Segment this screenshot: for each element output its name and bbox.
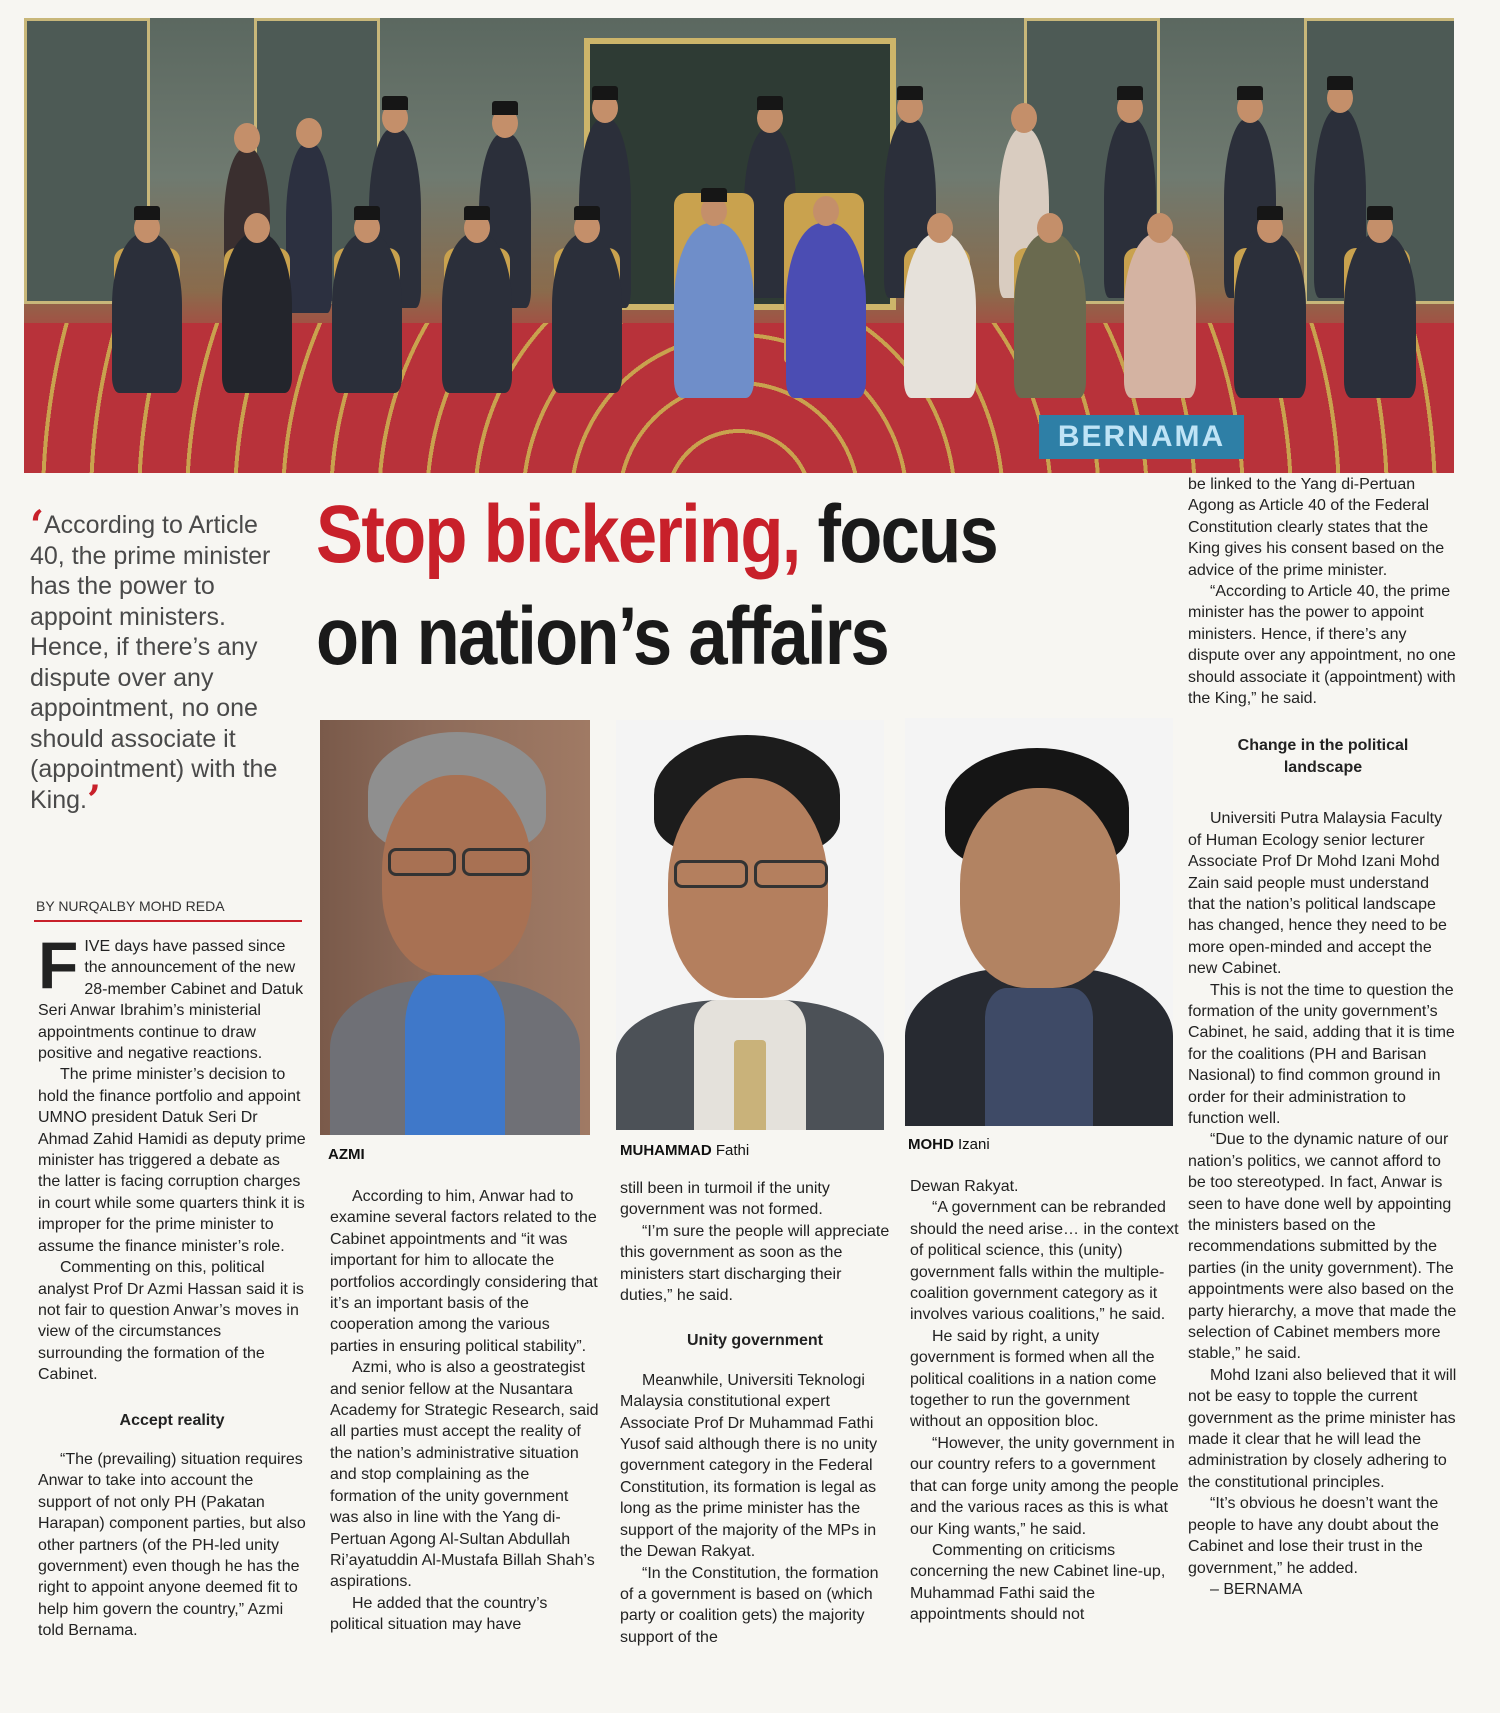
subhead-political-landscape: Change in the political landscape: [1237, 737, 1409, 776]
caption-fathi-surname: MUHAMMAD: [620, 1142, 712, 1159]
headline-red: Stop bickering,: [316, 489, 800, 580]
open-quote-icon: ‘: [30, 502, 44, 549]
paragraph: Mohd Izani also believed that it will not be easy to topple the current government as the prime minister has made it clear that he will lead the administration by closely adhering to the constitutional principles.: [1188, 1366, 1457, 1491]
paragraph: “According to Article 40, the prime minister has the power to appoint ministers. Hence, if there’s any dispute over any appointment, no one should associate it (appointment) with the King,” he said.: [1188, 583, 1456, 708]
headline: [316, 484, 1056, 688]
paragraph: “In the Constitution, the formation of a government is based on (which party or coalition gets) the majority support of the: [620, 1564, 879, 1646]
paragraph: Commenting on this, political analyst Prof Dr Azmi Hassan said it is not fair to question Anwar’s moves in view of the circumstances surrounding the formation of the Cabinet.: [38, 1259, 304, 1384]
paragraph: According to him, Anwar had to examine several factors related to the Cabinet appointments and “it was important for him to allocate the portfolios accordingly considering that it’s an important basis of the cooperation among the various parties in ensuring political stability”.: [330, 1188, 598, 1355]
pull-quote: [30, 502, 292, 824]
byline-divider: [34, 920, 302, 922]
article-column-3: [620, 1178, 890, 1648]
bernama-watermark: BERNAMA: [1039, 415, 1244, 459]
paragraph: Azmi, who is also a geostrategist and senior fellow at the Nusantara Academy for Strategic Research, said all parties must accept the reality of the nation’s administrative situation and stop complaining as the formation of the unity government was also in line with the Yang di-Pertuan Agong Al-Sultan Abdullah Ri’ayatuddin Al-Mustafa Billah Shah’s aspirations.: [330, 1359, 599, 1591]
caption-izani-surname: MOHD: [908, 1136, 954, 1153]
portrait-muhammad-fathi: [616, 720, 884, 1130]
portrait-azmi: [320, 720, 590, 1135]
close-quote-icon: ’: [86, 776, 101, 824]
subhead-unity-government: Unity government: [686, 1332, 823, 1350]
signoff: – BERNAMA: [1210, 1580, 1303, 1598]
byline: BY NURQALBY MOHD REDA: [36, 898, 225, 914]
paragraph: “A government can be rebranded should the need arise… in the context of political science, this (unity) government falls within the multiple-coalition government category as it involves various coalitions,” he said.: [910, 1199, 1179, 1324]
caption-mohd-izani: [908, 1136, 990, 1153]
caption-muhammad-fathi: [620, 1142, 749, 1159]
paragraph: Universiti Putra Malaysia Faculty of Human Ecology senior lecturer Associate Prof Dr Mohd Izani Mohd Zain said people must understand that the nation’s political landscape has changed, hence they need to be more open-minded and accept the new Cabinet.: [1188, 810, 1447, 978]
paragraph: This is not the time to question the formation of the unity government’s Cabinet, he said, adding that it is time for the coalitions (PH and Barisan Nasional) to find common ground in order for their administration to function well.: [1188, 981, 1455, 1127]
paragraph: Meanwhile, Universiti Teknologi Malaysia constitutional expert Associate Prof Dr Muhammad Fathi Yusof said although there is no unity government category in the Federal Constitution, its formation is legal as long as the prime minister has the support of the majority of the MPs in the Dewan Rakyat.: [620, 1371, 878, 1561]
cabinet-group-photo: [24, 18, 1454, 473]
paragraph-lead: FIVE days have passed since the announcement of the new 28-member Cabinet and Datuk Seri Anwar Ibrahim’s ministerial appointments continue to draw positive and negative reactions.: [38, 928, 304, 1063]
caption-izani-given: Izani: [958, 1136, 990, 1153]
paragraph: “I’m sure the people will appreciate this government as soon as the ministers start discharging their duties,” he said.: [620, 1222, 890, 1305]
subhead-accept-reality: Accept reality: [119, 1411, 225, 1429]
paragraph: still been in turmoil if the unity government was not formed.: [620, 1180, 830, 1219]
caption-fathi-given: Fathi: [715, 1142, 750, 1159]
drop-cap: F: [38, 928, 79, 1002]
paragraph: “The (prevailing) situation requires Anwar to take into account the support of not only PH (Pakatan Harapan) component parties, but also other partners (of the PH-led unity government) even though he has the right to appoint anyone deemed fit to help him govern the country,” Azmi told Bernama.: [38, 1450, 306, 1640]
article-column-4: [910, 1176, 1182, 1626]
paragraph: Commenting on criticisms concerning the new Cabinet line-up, Muhammad Fathi said the appointments should not: [910, 1541, 1166, 1624]
paragraph: He added that the country’s political situation may have: [330, 1594, 548, 1634]
caption-azmi-surname: AZMI: [328, 1146, 365, 1163]
paragraph: He said by right, a unity government is formed when all the political coalitions in a nation come together to run the government without an opposition bloc.: [910, 1327, 1157, 1431]
caption-azmi: [328, 1146, 365, 1163]
article-column-1: [38, 928, 306, 1642]
headline-dark-1: focus: [817, 489, 997, 580]
paragraph: be linked to the Yang di-Pertuan Agong as Article 40 of the Federal Constitution clearly states that the King gives his consent based on the advice of the prime minister.: [1188, 476, 1445, 579]
paragraph: Dewan Rakyat.: [910, 1178, 1019, 1195]
pull-quote-text: According to Article 40, the prime minister has the power to appoint ministers. Hence, if there’s any dispute over any appointment, no one should associate it (appointment) with the King.: [30, 511, 278, 814]
paragraph: “Due to the dynamic nature of our nation’s politics, we cannot afford to be too stereotyped. In fact, Anwar is seen to have done well by appointing the ministers based on the recommendations submitted by the parties (in the unity government). The appointments were also based on the party hierarchy, a move that made the selection of Cabinet members more stable,” he said.: [1188, 1131, 1457, 1363]
headline-dark-2: on nation’s affairs: [316, 591, 889, 682]
article-column-5: [1188, 474, 1458, 1600]
paragraph: “However, the unity government in our country refers to a government that can forge unity among the people and the various races as this is what our King wants,” he said.: [910, 1434, 1179, 1538]
article-column-2: [330, 1186, 600, 1636]
portrait-mohd-izani: [905, 718, 1173, 1126]
paragraph: The prime minister’s decision to hold the finance portfolio and appoint UMNO president Datuk Seri Dr Ahmad Zahid Hamidi as deputy prime minister has triggered a debate as the latter is facing corruption charges in court while some quarters think it is improper for the prime minister to assume the finance minister’s role.: [38, 1066, 306, 1255]
paragraph: “It’s obvious he doesn’t want the people to have any doubt about the Cabinet and lose their trust in the government,” he added.: [1188, 1495, 1439, 1577]
